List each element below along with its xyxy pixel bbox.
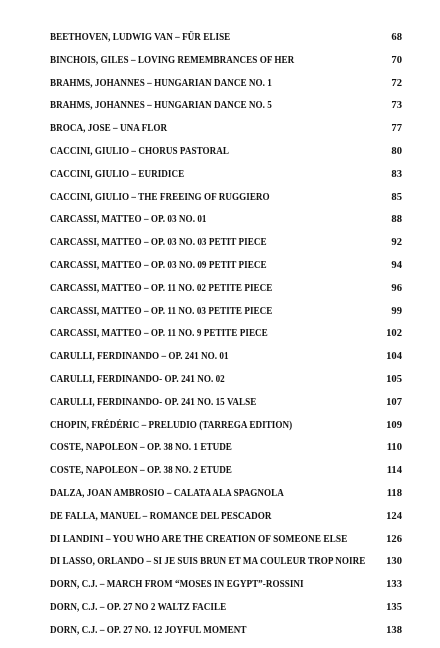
toc-entry bbox=[0, 169, 440, 192]
toc-entry-page: 96 bbox=[391, 282, 402, 294]
toc-entry-title: DALZA, JOAN AMBROSIO – CALATA ALA SPAGNOLA bbox=[50, 487, 284, 499]
toc-entry-page: 135 bbox=[386, 601, 402, 613]
toc-entry bbox=[0, 260, 440, 283]
table-of-contents bbox=[0, 32, 440, 648]
toc-entry-page: 124 bbox=[386, 510, 402, 522]
toc-entry bbox=[0, 488, 440, 511]
toc-entry bbox=[0, 579, 440, 602]
toc-entry-title: BROCA, JOSE – UNA FLOR bbox=[50, 123, 168, 135]
toc-entry-page: 73 bbox=[391, 100, 402, 112]
toc-entry-title: COSTE, NAPOLEON – OP. 38 NO. 1 ETUDE bbox=[50, 442, 232, 454]
toc-entry-page: 114 bbox=[386, 465, 402, 477]
toc-entry-title: CARULLI, FERDINANDO- OP. 241 NO. 15 VALSE bbox=[50, 396, 257, 408]
toc-entry bbox=[0, 328, 440, 351]
toc-entry bbox=[0, 192, 440, 215]
toc-entry bbox=[0, 237, 440, 260]
toc-entry bbox=[0, 442, 440, 465]
toc-entry bbox=[0, 534, 440, 557]
toc-entry-page: 107 bbox=[386, 396, 402, 408]
toc-entry-title: CACCINI, GIULIO – THE FREEING OF RUGGIERO bbox=[50, 191, 270, 203]
toc-entry-title: COSTE, NAPOLEON – OP. 38 NO. 2 ETUDE bbox=[50, 465, 232, 477]
toc-entry-page: 109 bbox=[386, 419, 402, 431]
toc-entry bbox=[0, 146, 440, 169]
toc-entry bbox=[0, 351, 440, 374]
toc-entry bbox=[0, 32, 440, 55]
toc-entry-title: CARULLI, FERDINANDO- OP. 241 NO. 02 bbox=[50, 373, 225, 385]
toc-entry-title: CARCASSI, MATTEO – OP. 11 NO. 9 PETITE PIECE bbox=[50, 328, 268, 340]
toc-entry-title: DORN, C.J. – MARCH FROM “MOSES IN EGYPT”-ROSSINI bbox=[50, 579, 304, 591]
toc-entry-page: 80 bbox=[391, 145, 402, 157]
toc-entry bbox=[0, 397, 440, 420]
toc-entry-page: 77 bbox=[391, 123, 402, 135]
toc-entry-title: BEETHOVEN, LUDWIG VAN – FÜR ELISE bbox=[50, 32, 231, 43]
toc-entry-page: 130 bbox=[386, 556, 402, 568]
toc-entry-title: CACCINI, GIULIO – EURIDICE bbox=[50, 168, 185, 180]
toc-entry bbox=[0, 123, 440, 146]
toc-entry-page: 83 bbox=[391, 168, 402, 180]
toc-entry-title: DI LASSO, ORLANDO – SI JE SUIS BRUN ET MA COULEUR TROP NOIRE bbox=[50, 556, 366, 568]
toc-entry-title: BINCHOIS, GILES – LOVING REMEMBRANCES OF HER bbox=[50, 54, 295, 66]
toc-entry-title: DI LANDINI – YOU WHO ARE THE CREATION OF SOMEONE ELSE bbox=[50, 533, 348, 545]
toc-entry-title: DORN, C.J. – OP. 27 NO 2 WALTZ FACILE bbox=[50, 601, 227, 613]
toc-entry-title: CARCASSI, MATTEO – OP. 11 NO. 02 PETITE PIECE bbox=[50, 282, 273, 294]
toc-entry bbox=[0, 511, 440, 534]
toc-entry bbox=[0, 556, 440, 579]
toc-entry-page: 99 bbox=[391, 305, 402, 317]
toc-entry bbox=[0, 55, 440, 78]
toc-entry-page: 68 bbox=[391, 32, 402, 43]
toc-entry bbox=[0, 465, 440, 488]
toc-entry bbox=[0, 602, 440, 625]
toc-entry-title: CARCASSI, MATTEO – OP. 11 NO. 03 PETITE PIECE bbox=[50, 305, 273, 317]
toc-entry bbox=[0, 100, 440, 123]
toc-entry bbox=[0, 78, 440, 101]
toc-entry-title: CARULLI, FERDINANDO – OP. 241 NO. 01 bbox=[50, 351, 229, 363]
toc-entry-page: 94 bbox=[391, 259, 402, 271]
toc-entry-title: BRAHMS, JOHANNES – HUNGARIAN DANCE NO. 1 bbox=[50, 77, 272, 89]
toc-entry bbox=[0, 374, 440, 397]
toc-entry bbox=[0, 283, 440, 306]
toc-entry-page: 110 bbox=[386, 442, 402, 454]
toc-entry-page: 138 bbox=[386, 624, 402, 636]
toc-entry-page: 104 bbox=[386, 351, 402, 363]
toc-entry-title: CHOPIN, FRÉDÉRIC – PRELUDIO (TARREGA EDITION) bbox=[50, 419, 293, 431]
toc-entry-title: CARCASSI, MATTEO – OP. 03 NO. 01 bbox=[50, 214, 207, 226]
toc-entry bbox=[0, 306, 440, 329]
toc-entry-page: 72 bbox=[391, 77, 402, 89]
toc-entry-page: 102 bbox=[386, 328, 402, 340]
toc-entry-page: 85 bbox=[391, 191, 402, 203]
toc-entry-page: 88 bbox=[391, 214, 402, 226]
toc-entry-title: CARCASSI, MATTEO – OP. 03 NO. 09 PETIT PIECE bbox=[50, 259, 267, 271]
toc-entry-title: CARCASSI, MATTEO – OP. 03 NO. 03 PETIT PIECE bbox=[50, 237, 267, 249]
toc-entry bbox=[0, 625, 440, 648]
toc-entry-page: 118 bbox=[386, 487, 402, 499]
toc-entry-page: 92 bbox=[391, 237, 402, 249]
toc-entry-page: 133 bbox=[386, 579, 402, 591]
toc-entry bbox=[0, 214, 440, 237]
toc-entry-title: DORN, C.J. – OP. 27 NO. 12 JOYFUL MOMENT bbox=[50, 624, 247, 636]
toc-entry-title: DE FALLA, MANUEL – ROMANCE DEL PESCADOR bbox=[50, 510, 272, 522]
toc-entry-title: CACCINI, GIULIO – CHORUS PASTORAL bbox=[50, 145, 230, 157]
toc-entry-title: BRAHMS, JOHANNES – HUNGARIAN DANCE NO. 5 bbox=[50, 100, 272, 112]
toc-entry-page: 70 bbox=[391, 54, 402, 66]
toc-entry bbox=[0, 420, 440, 443]
toc-entry-page: 126 bbox=[386, 533, 402, 545]
toc-entry-page: 105 bbox=[386, 373, 402, 385]
